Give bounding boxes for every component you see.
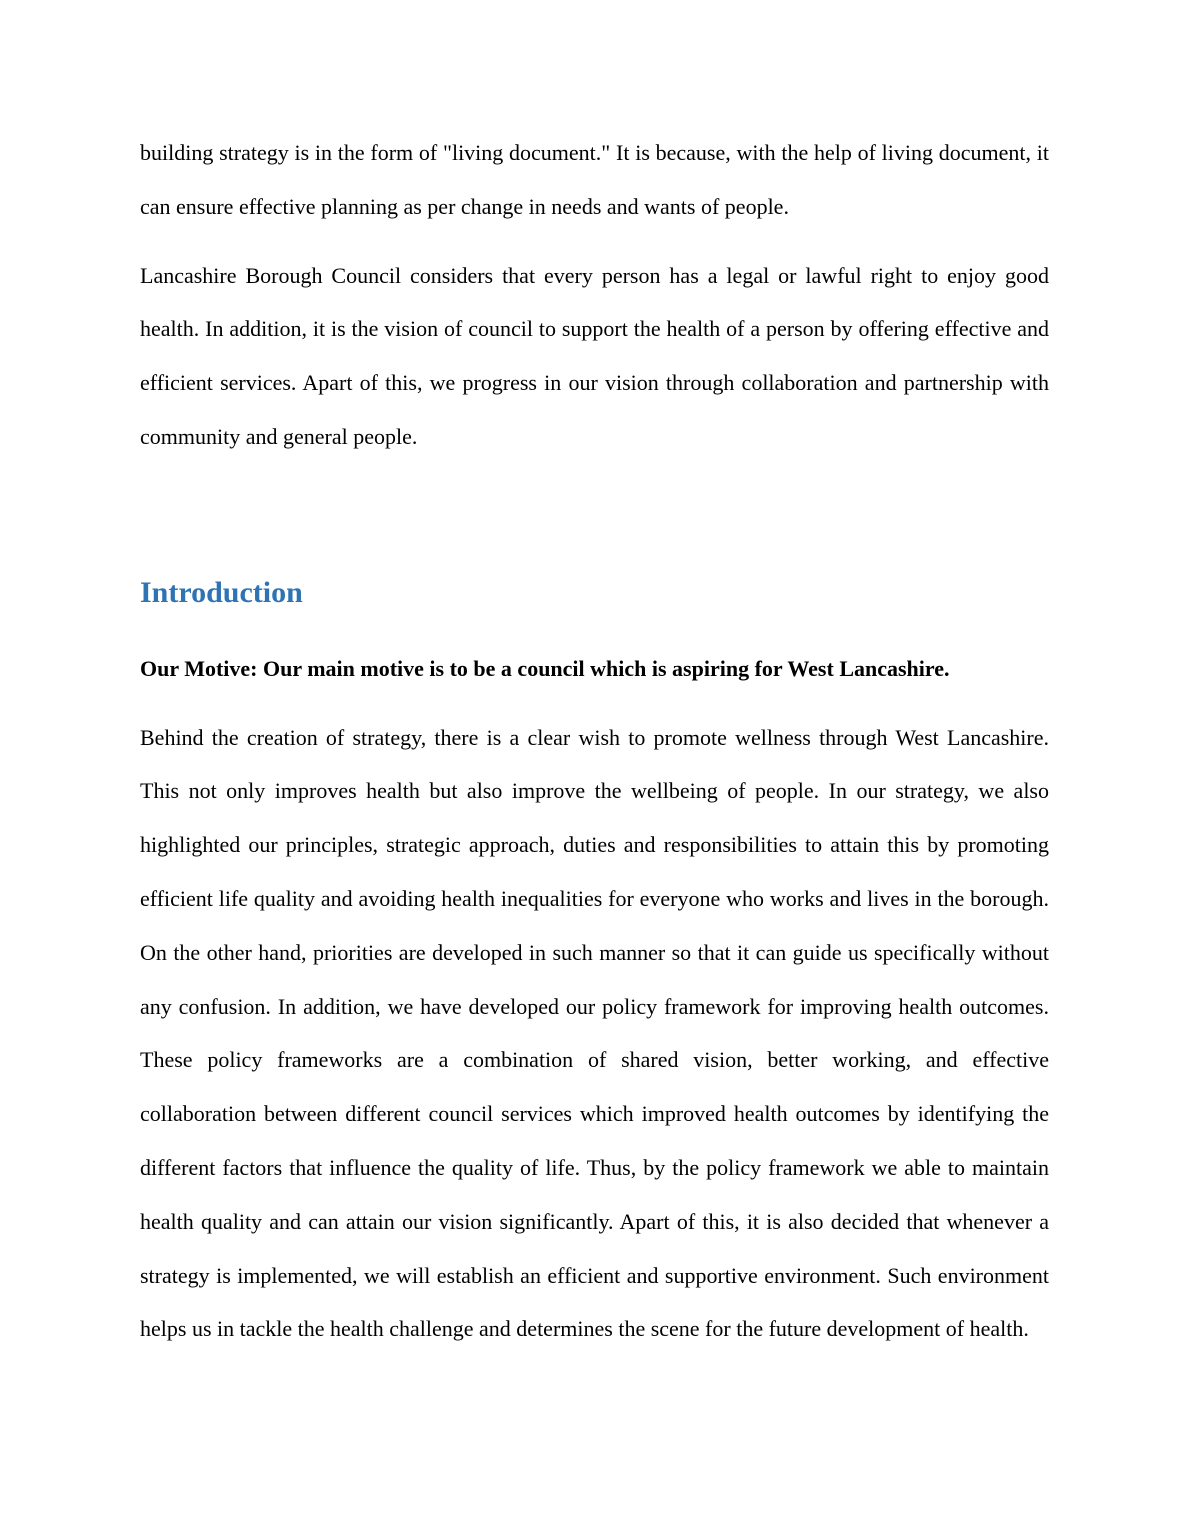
motive-statement: Our Motive: Our main motive is to be a council which is aspiring for West Lancashire. bbox=[140, 655, 950, 681]
document-page bbox=[140, 126, 1049, 1356]
body-paragraph: building strategy is in the form of "living document." It is because, with the help of living document, it can ensure effective planning as per change in needs and wants of people. bbox=[140, 140, 1049, 219]
section-heading: Introduction bbox=[140, 575, 303, 609]
body-paragraph: Lancashire Borough Council considers that every person has a legal or lawful right to enjoy good health. In addition, it is the vision of council to support the health of a person by offering effective and efficient services. Apart of this, we progress in our vision through collaboration and partnership with community and general people. bbox=[140, 262, 1049, 449]
body-paragraph: Behind the creation of strategy, there is a clear wish to promote wellness through West Lancashire. This not only improves health but also improve the wellbeing of people. In our strategy, we also highlighted our principles, strategic approach, duties and responsibilities to attain this by promoting efficient life quality and avoiding health inequalities for everyone who works and lives in the borough. On the other hand, priorities are developed in such manner so that it can guide us specifically without any confusion. In addition, we have developed our policy framework for improving health outcomes. These policy frameworks are a combination of shared vision, better working, and effective collaboration between different council services which improved health outcomes by identifying the different factors that influence the quality of life. Thus, by the policy framework we able to maintain health quality and can attain our vision significantly. Apart of this, it is also decided that whenever a strategy is implemented, we will establish an efficient and supportive environment. Such environment helps us in tackle the health challenge and determines the scene for the future development of health. bbox=[140, 724, 1049, 1342]
